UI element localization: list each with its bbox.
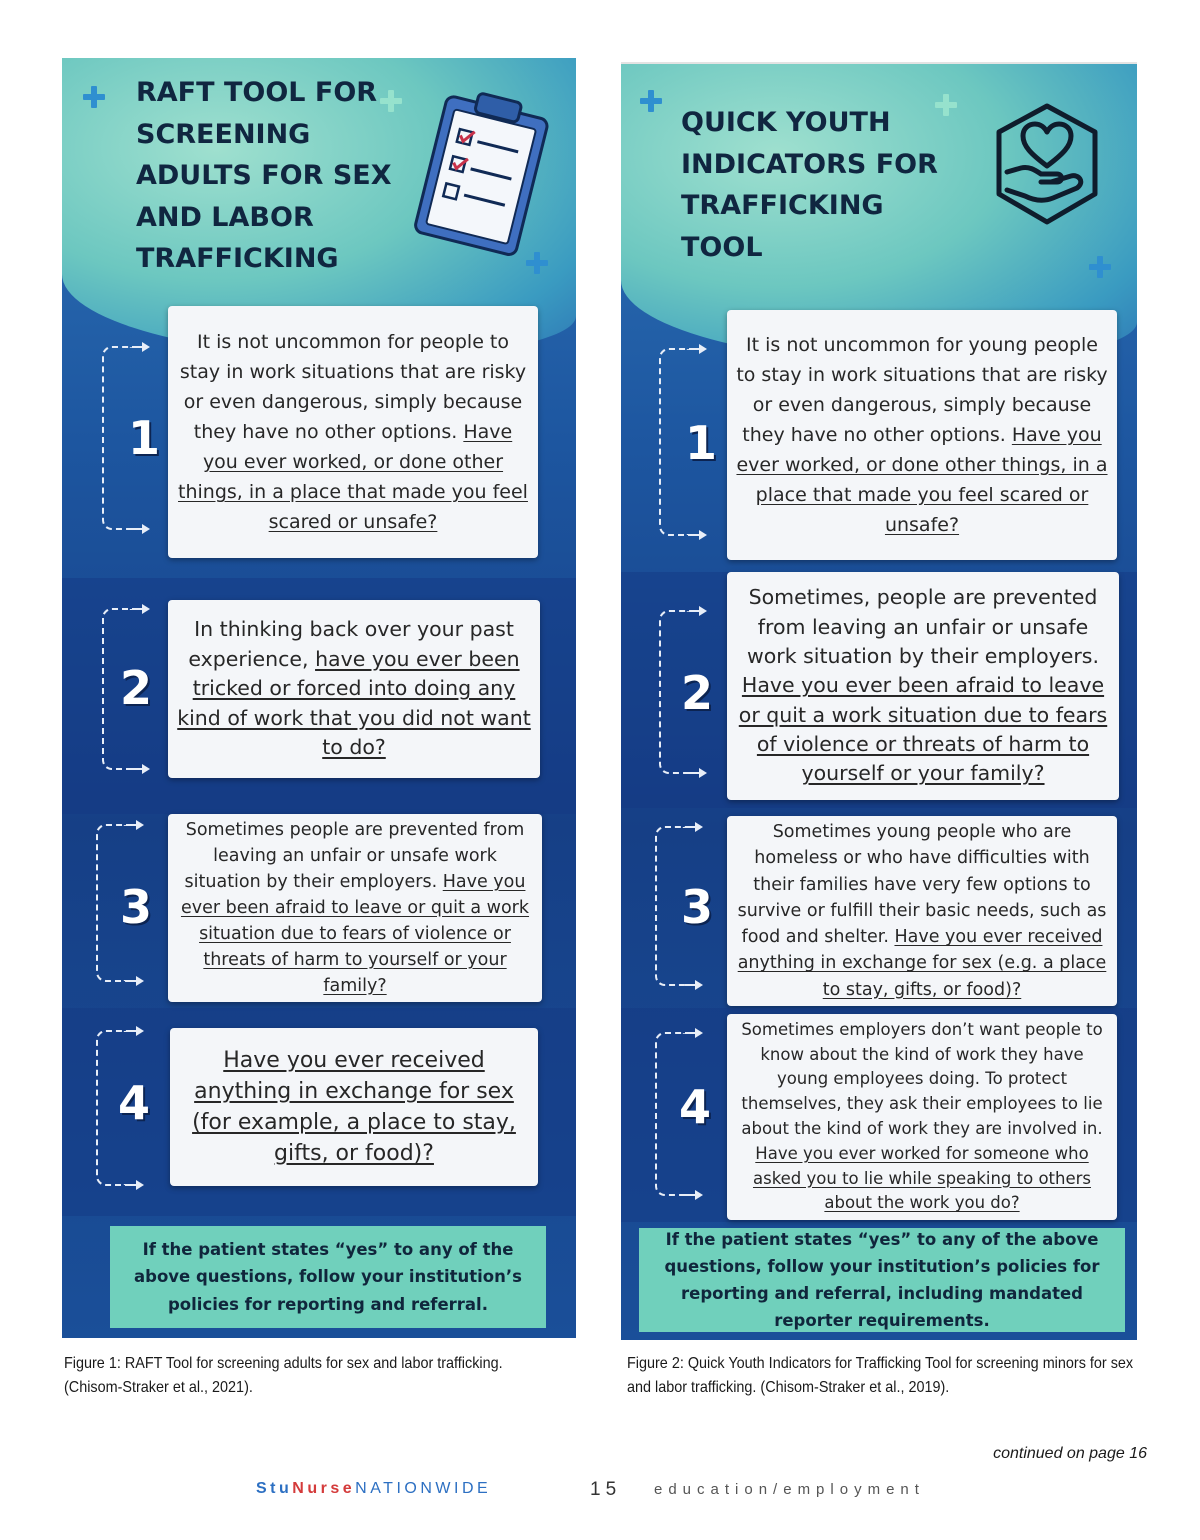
title-line: TRAFFICKING	[136, 243, 339, 274]
question-context: Sometimes young people who are homeless or who have difficulties with their families have very few options to survive or fulfill their basic needs, such as food and shelter.	[737, 821, 1107, 948]
arrow-right-icon	[685, 826, 701, 828]
title-line: RAFT TOOL FOR	[136, 77, 378, 108]
title-line: ADULTS FOR SEX	[136, 160, 392, 191]
step-number: 2	[120, 661, 153, 715]
question-card	[168, 600, 540, 778]
title-line: SCREENING	[136, 118, 311, 150]
question-card	[727, 572, 1119, 800]
continued-note: continued on page 16	[993, 1445, 1147, 1462]
title-line: TRAFFICKING	[681, 190, 884, 221]
plus-icon	[1089, 256, 1111, 278]
question-context: Sometimes employers don’t want people to know about the kind of work they have young employees doing. To protect themselves, they ask their employees to lie about the kind of work they are involved in.	[741, 1019, 1103, 1138]
brand-nationwide: NATIONWIDE	[355, 1480, 492, 1497]
figure-2-caption: Figure 2: Quick Youth Indicators for Trafficking Tool for screening minors for sex and labor trafficking. (Chisom-Straker et al., 2019).	[627, 1355, 1134, 1396]
step-number: 4	[679, 1080, 712, 1134]
arrow-right-icon	[685, 1194, 701, 1196]
question-context: Sometimes people are prevented from leaving an unfair or unsafe work situation by their employers.	[184, 820, 525, 892]
figure-1-caption: Figure 1: RAFT Tool for screening adults for sex and labor trafficking. (Chisom-Straker et al., 2021).	[64, 1355, 503, 1396]
arrow-right-icon	[689, 534, 705, 536]
step-number: 1	[685, 416, 718, 470]
question-card	[727, 310, 1117, 560]
step-number: 4	[118, 1076, 151, 1130]
brand-stu: Stu	[256, 1480, 293, 1497]
step-number: 1	[128, 411, 161, 465]
step-number: 2	[681, 666, 714, 720]
brand-nurse: Nurse	[292, 1480, 356, 1497]
arrow-right-icon	[132, 608, 148, 610]
raft-tool-infographic	[62, 58, 576, 1338]
infographic-title	[136, 72, 392, 280]
referral-note: If the patient states “yes” to any of the above questions, follow your institution’s policies for reporting and referral.	[110, 1226, 546, 1328]
plus-icon	[640, 90, 662, 112]
arrow-right-icon	[126, 980, 142, 982]
question-context: It is not uncommon for people to stay in work situations that are risky or even dangerous, simply because they have no other options.	[179, 331, 527, 443]
infographic-title	[681, 102, 938, 268]
screening-question: Have you ever worked, or done other things, in a place that made you feel scared or unsafe?	[736, 424, 1108, 536]
section-label: education/employment	[654, 1481, 925, 1498]
page-number: 15	[590, 1479, 622, 1500]
plus-icon	[83, 86, 105, 108]
arrow-right-icon	[685, 984, 701, 986]
arrow-right-icon	[689, 610, 705, 612]
title-line: TOOL	[681, 231, 763, 263]
screening-question: Have you ever received anything in exchange for sex (e.g. a place to stay, gifts, or food)?	[737, 927, 1107, 1000]
screening-question: Have you ever been afraid to leave or quit a work situation due to fears of violence or threats of harm to yourself or your family?	[180, 872, 530, 996]
screening-question: Have you ever worked for someone who asked you to lie while speaking to others about the work you do?	[752, 1143, 1091, 1213]
screening-question: Have you ever been afraid to leave or quit a work situation due to fears of violence or threats of harm to yourself or your family?	[738, 673, 1108, 786]
plus-icon	[935, 94, 957, 116]
arrow-up-icon	[689, 348, 705, 350]
question-card	[168, 306, 538, 558]
question-card	[170, 1028, 538, 1186]
screening-question: have you ever been tricked or forced into doing any kind of work that you did not want to do?	[177, 646, 531, 760]
question-context: In thinking back over your past experience,	[188, 617, 514, 671]
title-line: QUICK YOUTH	[681, 107, 891, 138]
clipboard-checklist-icon	[408, 88, 558, 258]
step-number: 3	[120, 880, 153, 934]
question-card	[727, 816, 1117, 1006]
page-footer	[0, 1480, 1200, 1504]
arrow-right-icon	[689, 772, 705, 774]
arrow-right-icon	[132, 768, 148, 770]
screening-question: Have you ever worked, or done other things, in a place that made you feel scared or unsafe?	[178, 421, 528, 533]
question-card	[727, 1014, 1117, 1220]
arrow-right-icon	[126, 1184, 142, 1186]
quick-youth-indicators-infographic	[621, 62, 1137, 1340]
question-card	[168, 814, 542, 1002]
question-context: It is not uncommon for young people to stay in work situations that are risky or even dangerous, simply because they have no other options.	[736, 334, 1108, 446]
arrow-right-icon	[126, 824, 142, 826]
question-context: Sometimes, people are prevented from leaving an unfair or unsafe work situation by their employers.	[746, 585, 1100, 669]
arrow-right-icon	[685, 1032, 701, 1034]
publication-brand	[256, 1480, 491, 1498]
step-number: 3	[681, 880, 714, 934]
screening-question: Have you ever received anything in exchange for sex (for example, a place to stay, gifts, or food)?	[192, 1048, 516, 1166]
arrow-right-icon	[126, 1030, 142, 1032]
title-line: INDICATORS FOR	[681, 148, 938, 180]
arrow-up-icon	[132, 346, 148, 348]
referral-note: If the patient states “yes” to any of the above questions, follow your institution’s policies for reporting and referral, including mandated reporter requirements.	[639, 1228, 1125, 1332]
arrow-right-icon	[132, 528, 148, 530]
title-line: AND LABOR	[136, 201, 314, 233]
heart-in-hand-icon	[991, 102, 1103, 226]
